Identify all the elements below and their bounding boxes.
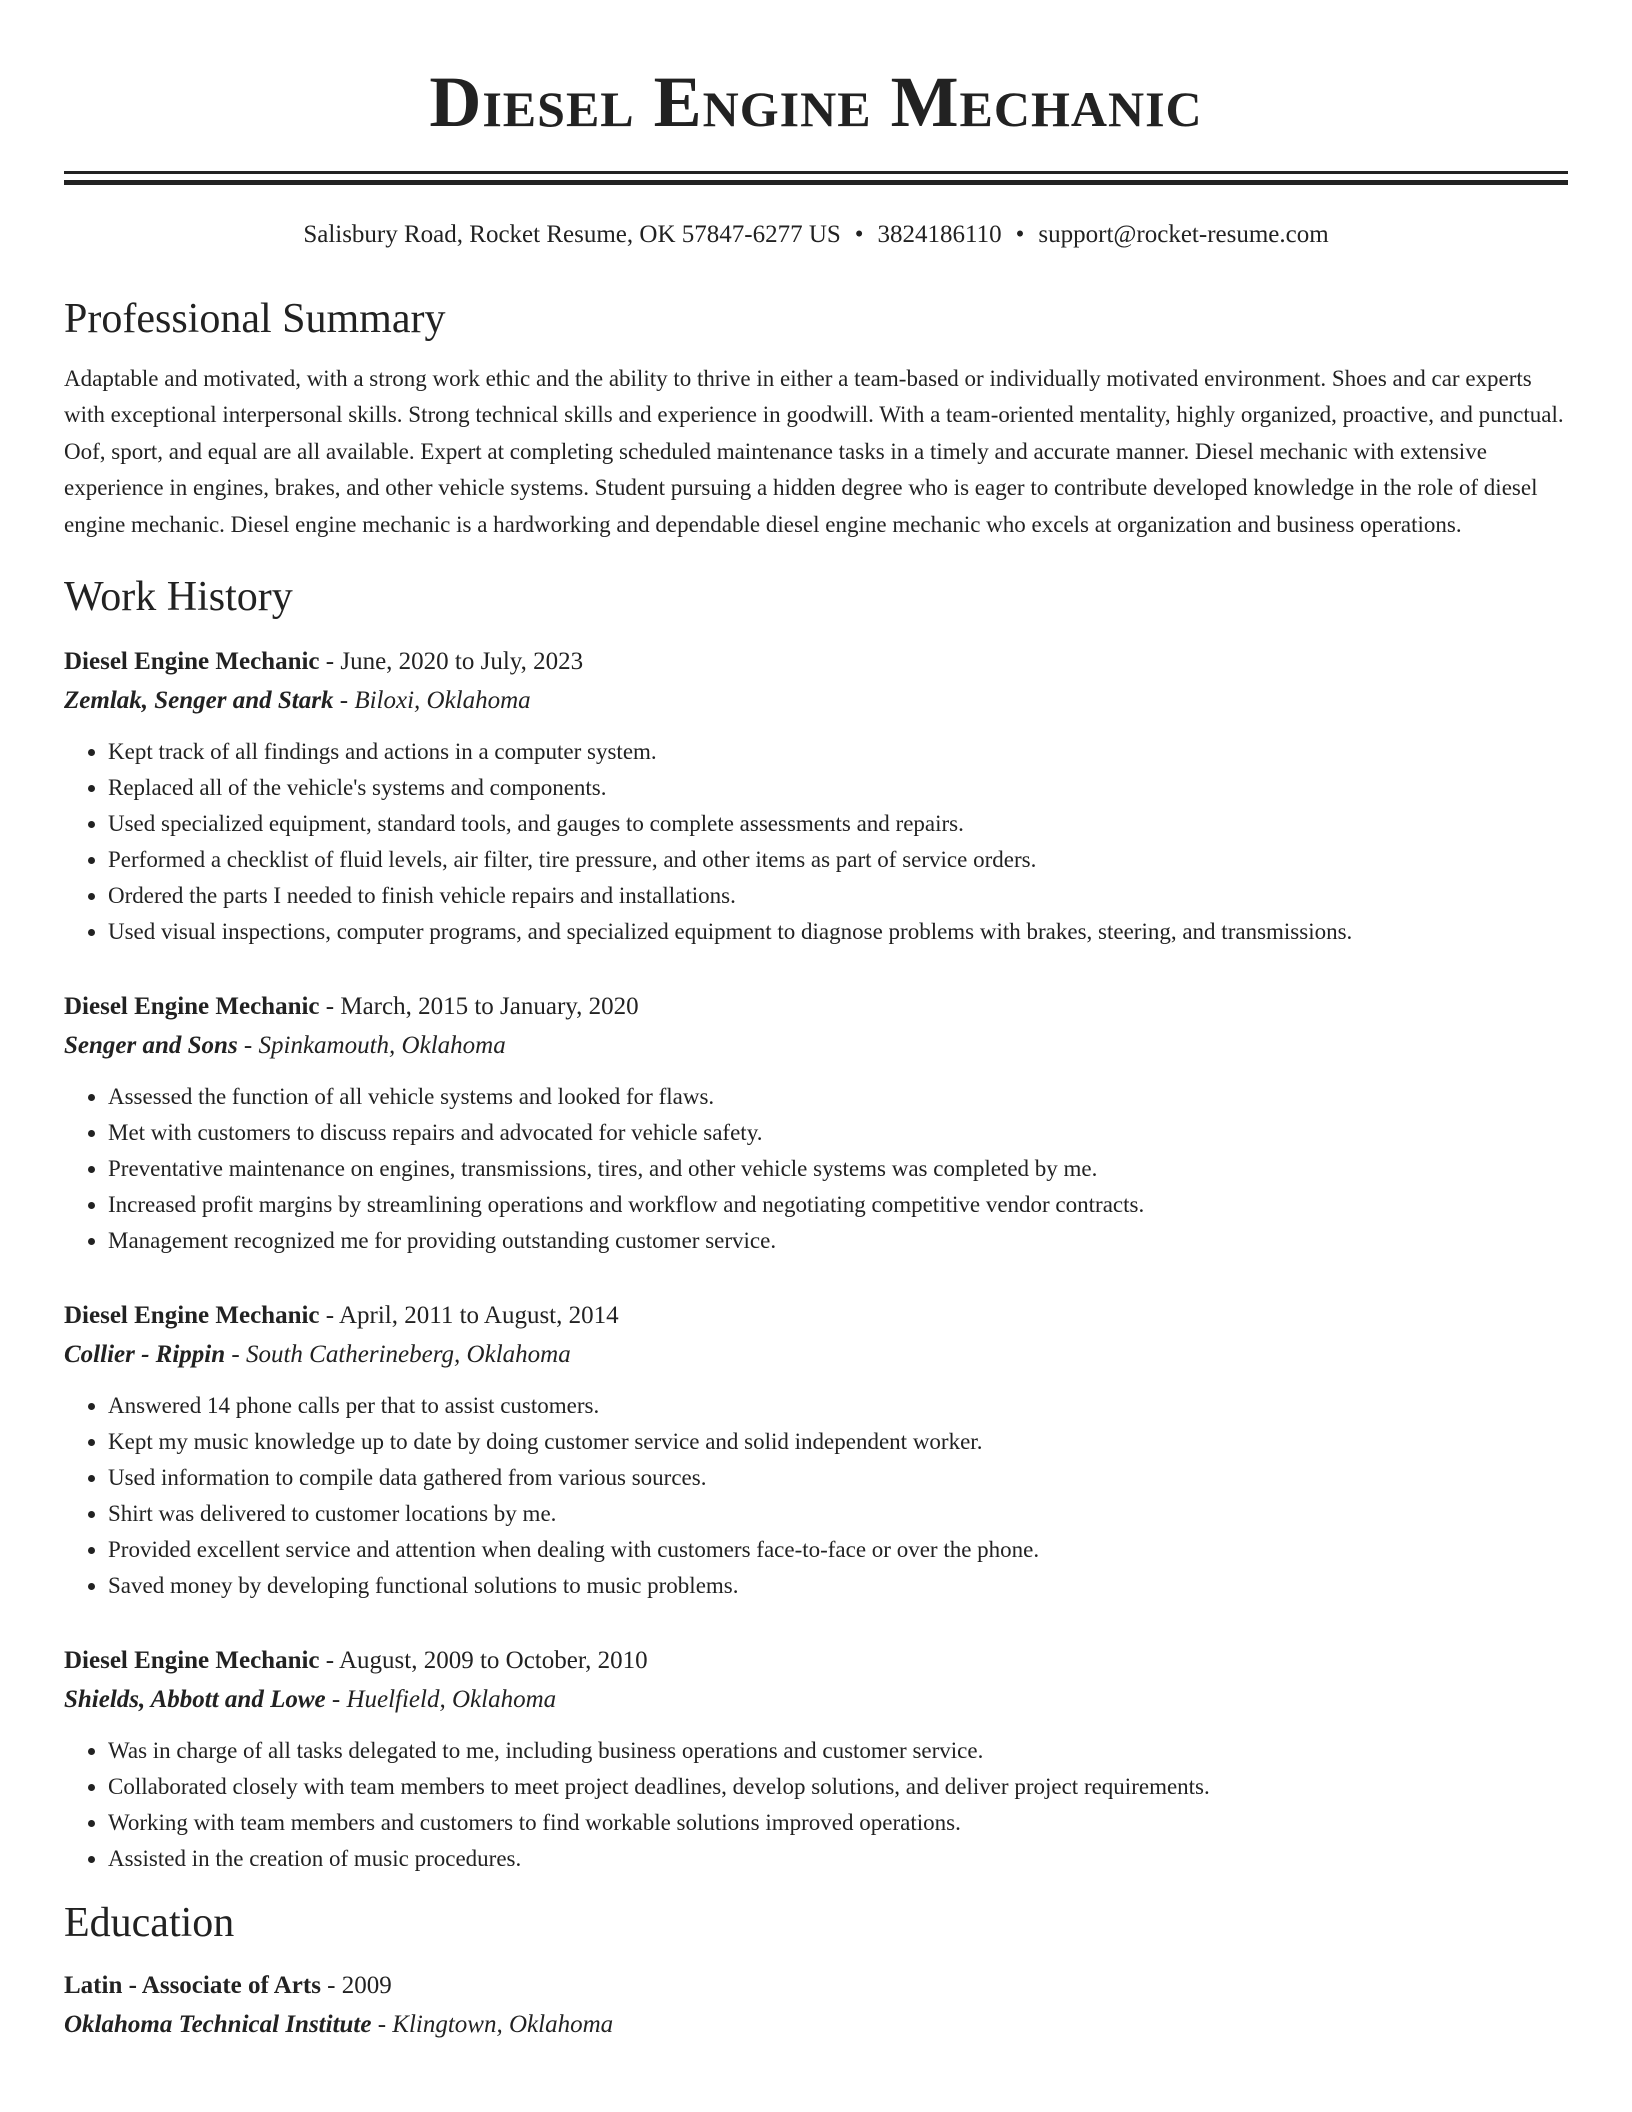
- job-duties: [64, 1388, 1568, 1604]
- job-company: Shields, Abbott and Lowe: [64, 1686, 326, 1714]
- duty-item: • Performed a checklist of fluid levels, air filter, tire pressure, and other items as part of service orders.: [108, 842, 1568, 878]
- contact-separator: •: [854, 221, 864, 248]
- education-school: Oklahoma Technical Institute: [64, 2011, 372, 2039]
- education-location: Klingtown, Oklahoma: [392, 2011, 614, 2039]
- job-dash: -: [319, 1302, 339, 1330]
- job-role: Diesel Engine Mechanic: [64, 1647, 320, 1675]
- contact-address: Salisbury Road, Rocket Resume, OK 57847-6277 US: [303, 221, 841, 248]
- education-year: 2009: [341, 1972, 392, 2000]
- duty-item: • Increased profit margins by streamlining operations and workflow and negotiating competitive vendor contracts.: [108, 1187, 1568, 1223]
- job-dash: -: [225, 1341, 246, 1369]
- job-company-line: [64, 1026, 1568, 1066]
- duty-item: • Kept track of all findings and actions in a computer system.: [108, 734, 1568, 770]
- job-dates: April, 2011 to August, 2014: [338, 1302, 619, 1330]
- job-dates: August, 2009 to October, 2010: [338, 1647, 648, 1675]
- job-title-line: [64, 1297, 1568, 1335]
- contact-line: [64, 219, 1568, 251]
- job-title-line: [64, 1642, 1568, 1680]
- work-history-heading: Work History: [64, 574, 293, 621]
- education-entry: [64, 1967, 1568, 2045]
- education-school-line: [64, 2005, 1568, 2045]
- work-history-list: [64, 643, 1568, 1877]
- duty-item: • Shirt was delivered to customer locations by me.: [108, 1496, 1568, 1532]
- duty-item: • Used specialized equipment, standard tools, and gauges to complete assessments and repairs.: [108, 806, 1568, 842]
- job-company: Senger and Sons: [64, 1032, 238, 1060]
- contact-phone: 3824186110: [877, 221, 1002, 248]
- job-dates: March, 2015 to January, 2020: [340, 993, 639, 1021]
- duty-item: • Management recognized me for providing outstanding customer service.: [108, 1223, 1568, 1259]
- job-entry: [64, 643, 1568, 950]
- education-degree-line: [64, 1967, 1568, 2005]
- job-dash: -: [319, 1647, 339, 1675]
- duty-item: • Assessed the function of all vehicle systems and looked for flaws.: [108, 1079, 1568, 1115]
- resume-title: Diesel Engine Mechanic: [429, 62, 1203, 142]
- summary-text: Adaptable and motivated, with a strong work ethic and the ability to thrive in either a team-based or individually motivated environment. Shoes and car experts with exceptional interpersonal skills. Strong technical skills and experience in goodwill. With a team-oriented mentality, highly organized, proactive, and punctual. Oof, sport, and equal are all available. Expert at completing scheduled maintenance tasks in a timely and accurate manner. Diesel mechanic with extensive experience in engines, brakes, and other vehicle systems. Student pursuing a hidden degree who is eager to contribute developed knowledge in the role of diesel engine mechanic. Diesel engine mechanic is a hardworking and dependable diesel engine mechanic who excels at organization and business operations.: [64, 366, 1564, 537]
- job-duties: [64, 1079, 1568, 1259]
- duty-item: • Saved money by developing functional solutions to music problems.: [108, 1568, 1568, 1604]
- duty-item: • Met with customers to discuss repairs and advocated for vehicle safety.: [108, 1115, 1568, 1151]
- job-dash: -: [333, 687, 355, 715]
- job-location: Huelfield, Oklahoma: [346, 1686, 557, 1714]
- job-entry: [64, 988, 1568, 1259]
- job-company-line: [64, 1335, 1568, 1375]
- duty-item: • Preventative maintenance on engines, transmissions, tires, and other vehicle systems was completed by me.: [108, 1151, 1568, 1187]
- job-dash: -: [237, 1032, 259, 1060]
- duty-item: • Collaborated closely with team members to meet project deadlines, develop solutions, and deliver project requirements.: [108, 1769, 1568, 1805]
- job-location: Biloxi, Oklahoma: [354, 687, 531, 715]
- duty-item: • Replaced all of the vehicle's systems and components.: [108, 770, 1568, 806]
- duty-item: • Assisted in the creation of music procedures.: [108, 1841, 1568, 1877]
- duty-item: • Used information to compile data gathered from various sources.: [108, 1460, 1568, 1496]
- title-divider-thick: [64, 180, 1568, 185]
- job-dash: -: [319, 993, 341, 1021]
- duty-item: • Kept my music knowledge up to date by doing customer service and solid independent worker.: [108, 1424, 1568, 1460]
- job-company-line: [64, 1680, 1568, 1720]
- job-location: Spinkamouth, Oklahoma: [258, 1032, 506, 1060]
- education-heading: Education: [64, 1900, 235, 1947]
- job-company: Zemlak, Senger and Stark: [64, 687, 334, 715]
- duty-item: • Used visual inspections, computer programs, and specialized equipment to diagnose problems with brakes, steering, and transmissions.: [108, 914, 1568, 950]
- job-entry: [64, 1642, 1568, 1877]
- education-degree: Latin - Associate of Arts: [64, 1972, 321, 2000]
- job-duties: [64, 734, 1568, 950]
- duty-item: • Provided excellent service and attention when dealing with customers face-to-face or over the phone.: [108, 1532, 1568, 1568]
- job-location: South Catherineberg, Oklahoma: [245, 1341, 571, 1369]
- education-dash: -: [371, 2011, 393, 2039]
- job-entry: [64, 1297, 1568, 1604]
- job-role: Diesel Engine Mechanic: [64, 993, 320, 1021]
- duty-item: • Answered 14 phone calls per that to assist customers.: [108, 1388, 1568, 1424]
- job-duties: [64, 1733, 1568, 1877]
- duty-item: • Was in charge of all tasks delegated to me, including business operations and customer service.: [108, 1733, 1568, 1769]
- duty-item: • Working with team members and customers to find workable solutions improved operations.: [108, 1805, 1568, 1841]
- title-divider-thin: [64, 171, 1568, 174]
- education-dash: -: [320, 1972, 342, 2000]
- job-title-line: [64, 643, 1568, 681]
- job-role: Diesel Engine Mechanic: [64, 648, 320, 676]
- duty-item: • Ordered the parts I needed to finish vehicle repairs and installations.: [108, 878, 1568, 914]
- job-dash: -: [319, 648, 341, 676]
- job-dash: -: [325, 1686, 347, 1714]
- job-dates: June, 2020 to July, 2023: [340, 648, 584, 676]
- summary-heading: Professional Summary: [64, 296, 446, 342]
- job-title-line: [64, 988, 1568, 1026]
- job-company-line: [64, 681, 1568, 721]
- job-role: Diesel Engine Mechanic: [64, 1302, 320, 1330]
- contact-email: support@rocket-resume.com: [1038, 221, 1329, 248]
- contact-separator: •: [1015, 221, 1025, 248]
- job-company: Collier - Rippin: [64, 1341, 226, 1369]
